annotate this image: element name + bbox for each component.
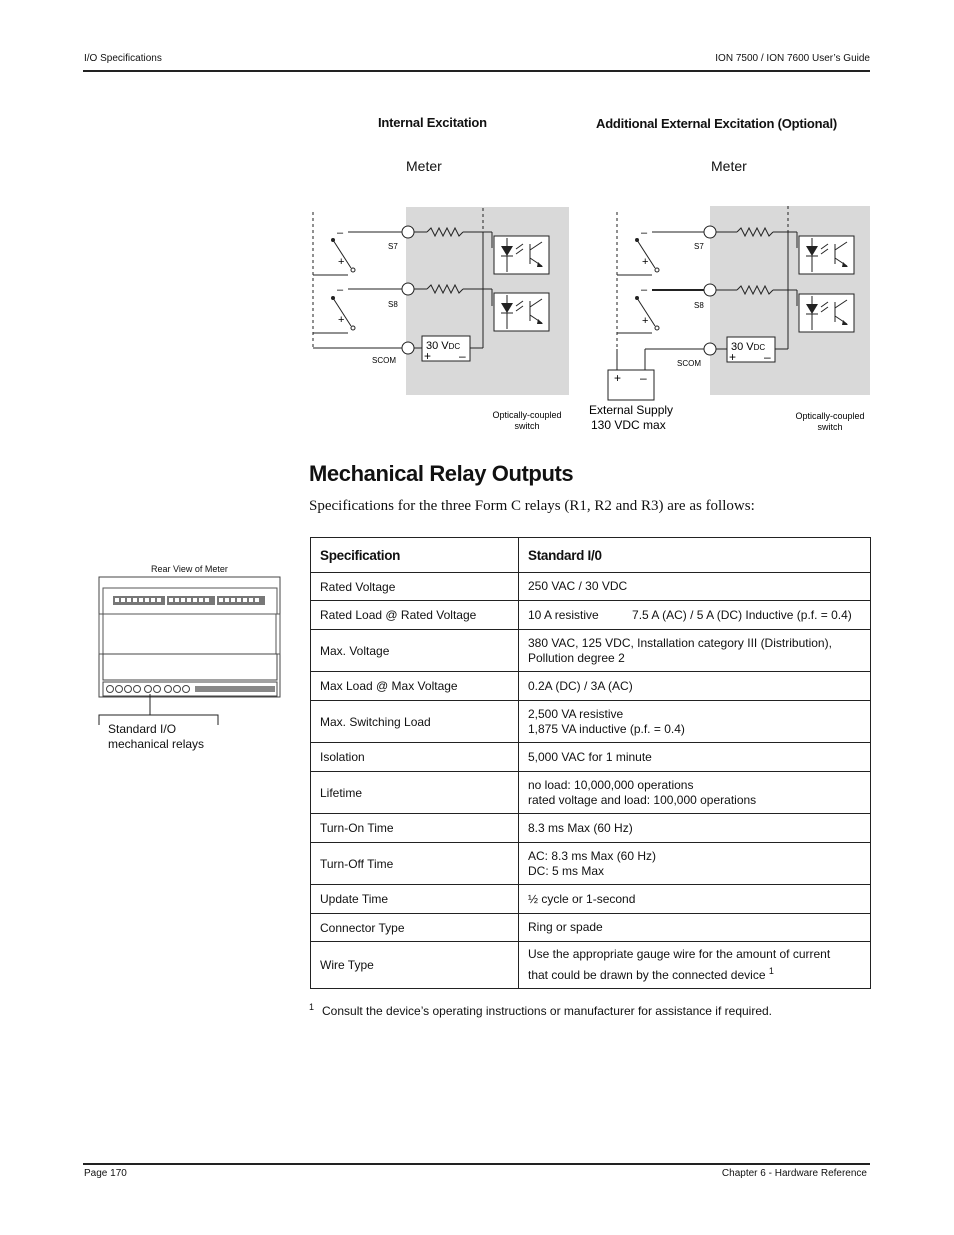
- wiring-diagrams: [300, 150, 880, 440]
- spec-name: Rated Load @ Rated Voltage: [311, 601, 519, 630]
- spec-name: Rated Voltage: [311, 573, 519, 601]
- table-row: [311, 630, 871, 672]
- table-row: [311, 914, 871, 942]
- caption-right-line2: switch: [817, 422, 843, 432]
- svg-text:+: +: [424, 349, 432, 363]
- spec-name: Max. Voltage: [311, 630, 519, 672]
- table-header-value: Standard I/0: [519, 538, 871, 573]
- terminal-scom-right: SCOM: [677, 359, 701, 368]
- caption-left-line1: Optically-coupled: [492, 410, 562, 420]
- relay-spec-table: [310, 537, 871, 989]
- caption-left-line2: switch: [514, 421, 540, 431]
- supply-label-right: 30 VDC: [731, 341, 766, 353]
- table-row: [311, 601, 871, 630]
- terminal-s7-right: S7: [694, 242, 704, 251]
- spec-value: no load: 10,000,000 operations rated voltage and load: 100,000 operations: [519, 772, 871, 814]
- table-row: [311, 942, 871, 989]
- terminal-s8-left: S8: [388, 300, 398, 309]
- supply-label-left: 30 VDC: [426, 340, 461, 352]
- svg-text:+: +: [642, 315, 649, 327]
- spec-name: Max. Switching Load: [311, 701, 519, 743]
- rear-view-callout-line1: Standard I/O: [108, 722, 177, 736]
- table-row: [311, 701, 871, 743]
- spec-value: 250 VAC / 30 VDC: [519, 573, 871, 601]
- spec-name: Connector Type: [311, 914, 519, 942]
- spec-value: 2,500 VA resistive 1,875 VA inductive (p.f. = 0.4): [519, 701, 871, 743]
- meter-label-left: Meter: [406, 158, 442, 174]
- table-row: [311, 573, 871, 601]
- svg-text:–: –: [764, 350, 771, 364]
- footer-rule: [83, 1163, 870, 1165]
- svg-text:+: +: [729, 350, 737, 364]
- rear-view-of-meter: [96, 573, 286, 725]
- table-row: [311, 885, 871, 914]
- svg-text:+: +: [642, 256, 649, 268]
- svg-text:–: –: [459, 349, 466, 363]
- header-left: I/O Specifications: [84, 53, 162, 64]
- diagram-external-excitation: [589, 206, 870, 432]
- svg-text:–: –: [640, 371, 647, 385]
- svg-text:–: –: [337, 227, 344, 239]
- svg-text:–: –: [641, 227, 648, 239]
- spec-value: 380 VAC, 125 VDC, Installation category III (Distribution), Pollution degree 2: [519, 630, 871, 672]
- spec-value: 8.3 ms Max (60 Hz): [519, 814, 871, 843]
- rear-view-title: Rear View of Meter: [151, 564, 228, 574]
- spec-value: ½ cycle or 1-second: [519, 885, 871, 914]
- svg-text:+: +: [338, 314, 345, 326]
- terminal-scom-left: SCOM: [372, 356, 396, 365]
- header-right: ION 7500 / ION 7600 User’s Guide: [715, 53, 870, 64]
- footnote-text: Consult the device’s operating instructions or manufacturer for assistance if required.: [322, 1004, 773, 1018]
- spec-name: Turn-On Time: [311, 814, 519, 843]
- section-intro: Specifications for the three Form C relays (R1, R2 and R3) are as follows:: [309, 498, 755, 514]
- meter-label-right: Meter: [711, 158, 747, 174]
- footer-right: Chapter 6 - Hardware Reference: [721, 1168, 867, 1179]
- diagram-left-title: Internal Excitation: [378, 115, 487, 130]
- spec-name: Turn-Off Time: [311, 843, 519, 885]
- spec-value: 0.2A (DC) / 3A (AC): [519, 672, 871, 701]
- spec-name: Lifetime: [311, 772, 519, 814]
- spec-value: 5,000 VAC for 1 minute: [519, 743, 871, 772]
- spec-value: 10 A resistive 7.5 A (AC) / 5 A (DC) Inductive (p.f. = 0.4): [519, 601, 871, 630]
- table-row: [311, 672, 871, 701]
- footnote-mark: 1: [768, 966, 774, 976]
- diagram-right-title: Additional External Excitation (Optional): [596, 116, 837, 131]
- spec-value: Use the appropriate gauge wire for the amount of current that could be drawn by the connected device $^1$: [519, 942, 871, 989]
- footer-left: Page 170: [84, 1168, 127, 1179]
- svg-text:+: +: [614, 371, 622, 385]
- table-row: [311, 743, 871, 772]
- spec-name: Wire Type: [311, 942, 519, 989]
- terminal-s8-right: S8: [694, 301, 704, 310]
- external-supply-line2: 130 VDC max: [591, 418, 666, 432]
- table-header-spec: Specification: [311, 538, 519, 573]
- svg-text:–: –: [641, 284, 648, 296]
- table-row: [311, 843, 871, 885]
- spec-name: Isolation: [311, 743, 519, 772]
- spec-name: Update Time: [311, 885, 519, 914]
- svg-text:–: –: [337, 284, 344, 296]
- external-supply-line1: External Supply: [589, 403, 674, 417]
- terminal-s7-left: S7: [388, 242, 398, 251]
- spec-name: Max Load @ Max Voltage: [311, 672, 519, 701]
- diagram-internal-excitation: [313, 207, 569, 431]
- svg-text:+: +: [338, 256, 345, 268]
- rear-view-callout-line2: mechanical relays: [108, 737, 205, 751]
- section-title: Mechanical Relay Outputs: [309, 461, 574, 486]
- table-row: [311, 772, 871, 814]
- footnote-number: 1: [309, 1002, 315, 1012]
- table-header-row: [311, 538, 871, 573]
- caption-right-line1: Optically-coupled: [795, 411, 865, 421]
- header-rule: [83, 70, 870, 72]
- spec-value: AC: 8.3 ms Max (60 Hz) DC: 5 ms Max: [519, 843, 871, 885]
- table-row: [311, 814, 871, 843]
- spec-value: Ring or spade: [519, 914, 871, 942]
